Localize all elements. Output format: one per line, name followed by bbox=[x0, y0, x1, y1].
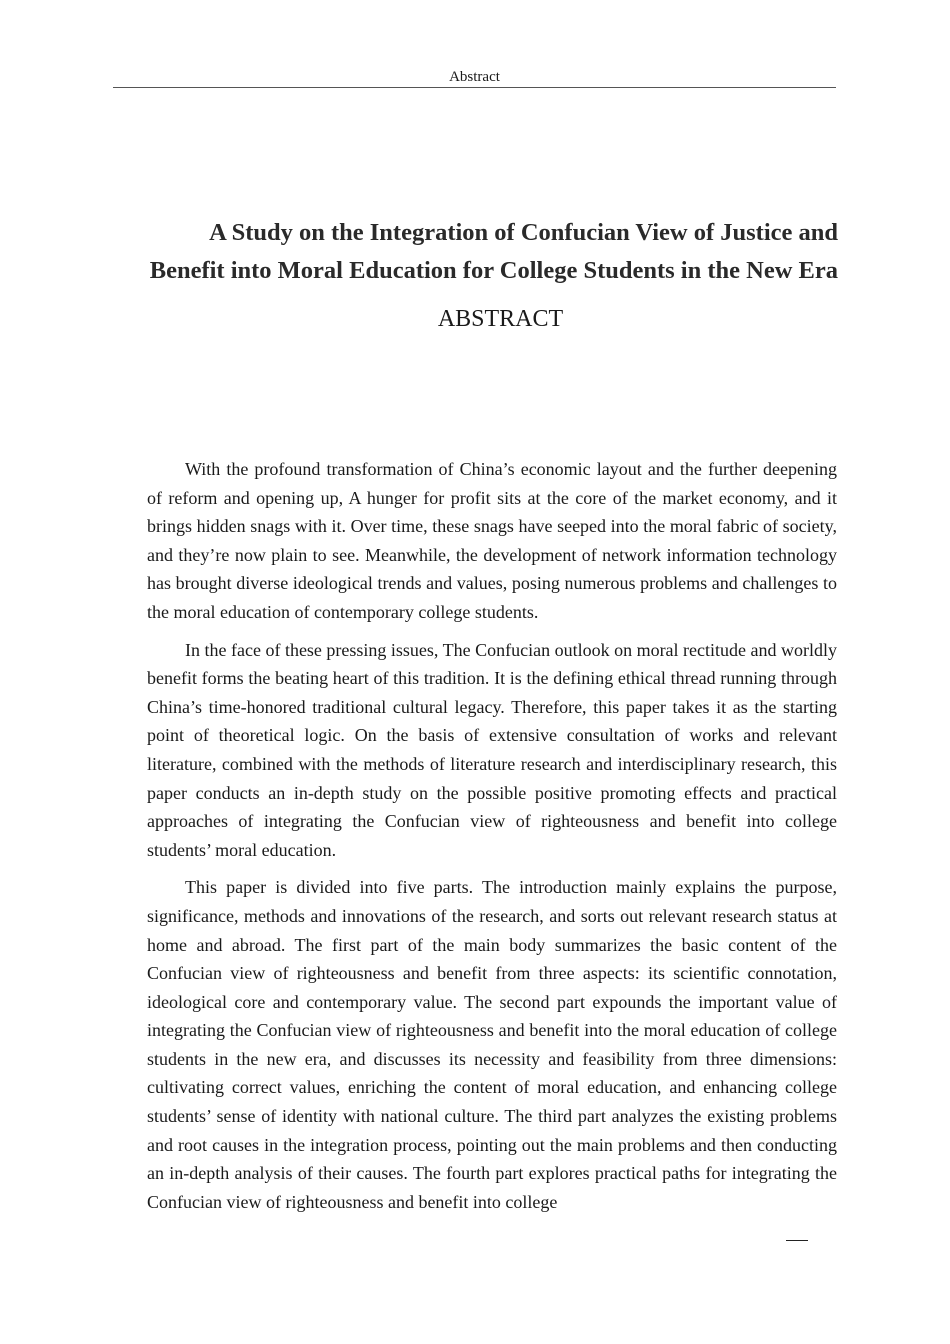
header-rule bbox=[113, 87, 836, 88]
abstract-paragraph-2: In the face of these pressing issues, The Confucian outlook on moral rectitude and worldly benefit forms the beating heart of this tradition. It is the defining ethical thread running through China’s time-honored traditional cultural legacy. Therefore, this paper takes it as the starting point of theoretical logic. On the basis of extensive consultation of works and relevant literature, combined with the methods of literature research and interdisciplinary research, this paper conducts an in-depth study on the possible positive promoting effects and practical approaches of integrating the Confucian view of righteousness and benefit into college students’ moral education. bbox=[147, 639, 837, 860]
page-number-dash bbox=[786, 1240, 808, 1241]
running-header: Abstract bbox=[449, 69, 500, 85]
paper-title bbox=[113, 214, 838, 290]
abstract-body bbox=[147, 455, 837, 1225]
abstract-paragraph-3: This paper is divided into five parts. The introduction mainly explains the purpose, significance, methods and innovations of the research, and sorts out relevant research status at home and abroad. The first part of the main body summarizes the basic content of the Confucian view of righteousness and benefit from three aspects: its scientific connotation, ideological core and contemporary value. The second part expounds the important value of integrating the Confucian view of righteousness and benefit into the moral education of college students in the new era, and discusses its necessity and feasibility from three dimensions: cultivating correct values, enriching the content of moral education, and enhancing college students’ sense of identity with national culture. The third part analyzes the existing problems and root causes in the integration process, pointing out the main problems and then conducting an in-depth analysis of their causes. The fourth part explores practical paths for integrating the Confucian view of righteousness and benefit into college bbox=[147, 877, 837, 1212]
abstract-heading: ABSTRACT bbox=[437, 306, 564, 332]
paper-title-line-1: A Study on the Integration of Confucian View of Justice and bbox=[209, 219, 838, 246]
abstract-paragraph-1: With the profound transformation of China’s economic layout and the further deepening of reform and opening up, A hunger for profit sits at the core of the market economy, and it brings hidden snags with it. Over time, these snags have seeped into the moral fabric of society, and they’re now plain to see. Meanwhile, the development of network information technology has brought diverse ideological trends and values, posing numerous problems and challenges to the moral education of contemporary college students. bbox=[147, 459, 837, 622]
paper-title-line-2: Benefit into Moral Education for College Students in the New Era bbox=[149, 257, 838, 284]
